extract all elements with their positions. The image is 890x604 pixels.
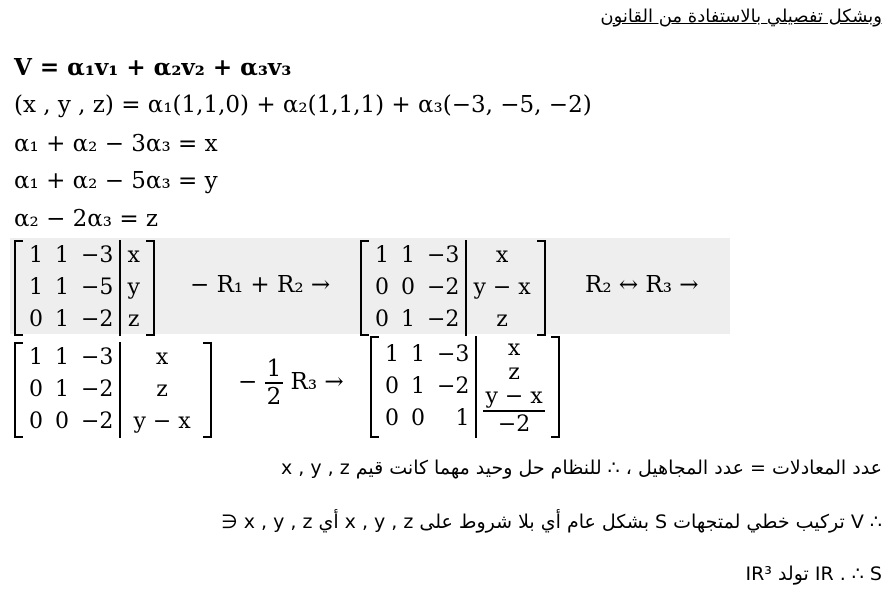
matrix-cell: 0 <box>385 406 399 431</box>
matrix-cell: 0 <box>29 377 43 402</box>
augmented-matrix-1 <box>14 240 155 336</box>
conclusion-line-1: عدد المعادلات = عدد المجاهيل ، ∴ للنظام حل وحيد مهما كانت قيم x , y , z <box>281 457 882 479</box>
right-bracket <box>537 240 546 336</box>
matrix-cell: −2 <box>437 374 470 399</box>
system-equation-3: α₂ − 2α₃ = z <box>14 206 159 232</box>
matrix-2-augmented <box>465 240 536 336</box>
matrix-cell: −2 <box>427 275 460 300</box>
row-operation-3-tail: R₃ → <box>290 369 344 395</box>
matrix-2-coefficients <box>369 240 465 336</box>
fraction-denominator: 2 <box>266 384 282 410</box>
row-operation-2: R₂ ↔ R₃ → <box>585 272 699 298</box>
matrix-cell: 0 <box>375 307 389 332</box>
aug-cell: y − x <box>133 409 191 434</box>
left-bracket <box>14 342 23 438</box>
left-bracket <box>370 336 379 438</box>
matrix-cell: 1 <box>385 342 399 367</box>
left-bracket <box>14 240 23 336</box>
matrix-cell: 1 <box>455 406 470 431</box>
matrix-cell: 1 <box>375 243 389 268</box>
matrix-cell: −2 <box>81 307 114 332</box>
conclusion-line-3: IR . ∴ S تولد IR³ <box>745 563 882 585</box>
augmented-matrix-2 <box>360 240 546 336</box>
matrix-cell: 0 <box>385 374 399 399</box>
matrix-cell: −2 <box>81 377 114 402</box>
row-operation-1: − R₁ + R₂ → <box>190 272 331 298</box>
right-bracket <box>203 342 212 438</box>
matrix-3-augmented <box>119 342 202 438</box>
fraction-denominator: −2 <box>497 412 531 437</box>
aug-cell: z <box>496 307 508 332</box>
system-equation-2: α₁ + α₂ − 5α₃ = y <box>14 168 218 194</box>
matrix-cell: −3 <box>81 243 114 268</box>
matrix-cell: 1 <box>55 377 69 402</box>
aug-cell: x <box>495 243 509 268</box>
aug-cell: x <box>155 345 169 370</box>
matrix-cell: 1 <box>29 275 43 300</box>
matrix-cell: 1 <box>55 243 69 268</box>
matrix-cell: 1 <box>411 374 425 399</box>
matrix-cell: −2 <box>427 307 460 332</box>
matrix-cell: −5 <box>81 275 114 300</box>
aug-cell: z <box>508 360 520 385</box>
matrix-cell: 0 <box>401 275 415 300</box>
aug-cell: x <box>127 243 140 268</box>
vector-combination-equation: V = α₁v₁ + α₂v₂ + α₃v₃ <box>14 54 292 81</box>
matrix-cell: 0 <box>411 406 425 431</box>
matrix-4-augmented <box>475 336 550 438</box>
matrix-1-coefficients <box>23 240 119 336</box>
matrix-cell: 1 <box>401 243 415 268</box>
matrix-cell: 1 <box>29 243 43 268</box>
matrix-cell: 1 <box>411 342 425 367</box>
augmented-matrix-3 <box>14 342 212 438</box>
right-bracket <box>146 240 155 336</box>
system-equation-1: α₁ + α₂ − 3α₃ = x <box>14 131 218 157</box>
matrix-cell: 1 <box>29 345 43 370</box>
matrix-cell: −3 <box>437 342 470 367</box>
matrix-3-coefficients <box>23 342 119 438</box>
aug-cell: x <box>507 336 521 361</box>
augmented-matrix-4 <box>370 336 560 438</box>
aug-fraction <box>483 384 544 438</box>
matrix-cell: 1 <box>55 275 69 300</box>
aug-cell: z <box>156 377 168 402</box>
row-operation-3 <box>238 356 344 410</box>
coordinate-equation: (x , y , z) = α₁(1,1,0) + α₂(1,1,1) + α₃(−3, −5, −2) <box>14 92 592 118</box>
fraction-numerator: y − x <box>483 384 544 412</box>
left-bracket <box>360 240 369 336</box>
matrix-cell: 0 <box>375 275 389 300</box>
minus-sign: − <box>238 369 258 395</box>
matrix-cell: −3 <box>81 345 114 370</box>
aug-cell: y − x <box>473 275 531 300</box>
matrix-cell: 0 <box>29 307 43 332</box>
matrix-cell: 1 <box>401 307 415 332</box>
matrix-1-augmented <box>119 240 145 336</box>
matrix-cell: 1 <box>55 345 69 370</box>
matrix-cell: 1 <box>55 307 69 332</box>
matrix-4-coefficients <box>379 339 475 435</box>
aug-cell: z <box>127 307 140 332</box>
matrix-cell: −2 <box>81 409 114 434</box>
right-bracket <box>551 336 560 438</box>
matrix-cell: −3 <box>427 243 460 268</box>
conclusion-line-2: ∴ V تركيب خطي لمتجهات S بشكل عام أي بلا شروط على x , y , z أي x , y , z ∈ <box>221 511 882 533</box>
matrix-cell: 0 <box>29 409 43 434</box>
fraction-one-half <box>265 356 284 410</box>
fraction-numerator: 1 <box>266 356 282 382</box>
section-heading: وبشكل تفصيلي بالاستفادة من القانون <box>600 6 882 27</box>
aug-cell: y <box>127 275 140 300</box>
matrix-cell: 0 <box>55 409 69 434</box>
